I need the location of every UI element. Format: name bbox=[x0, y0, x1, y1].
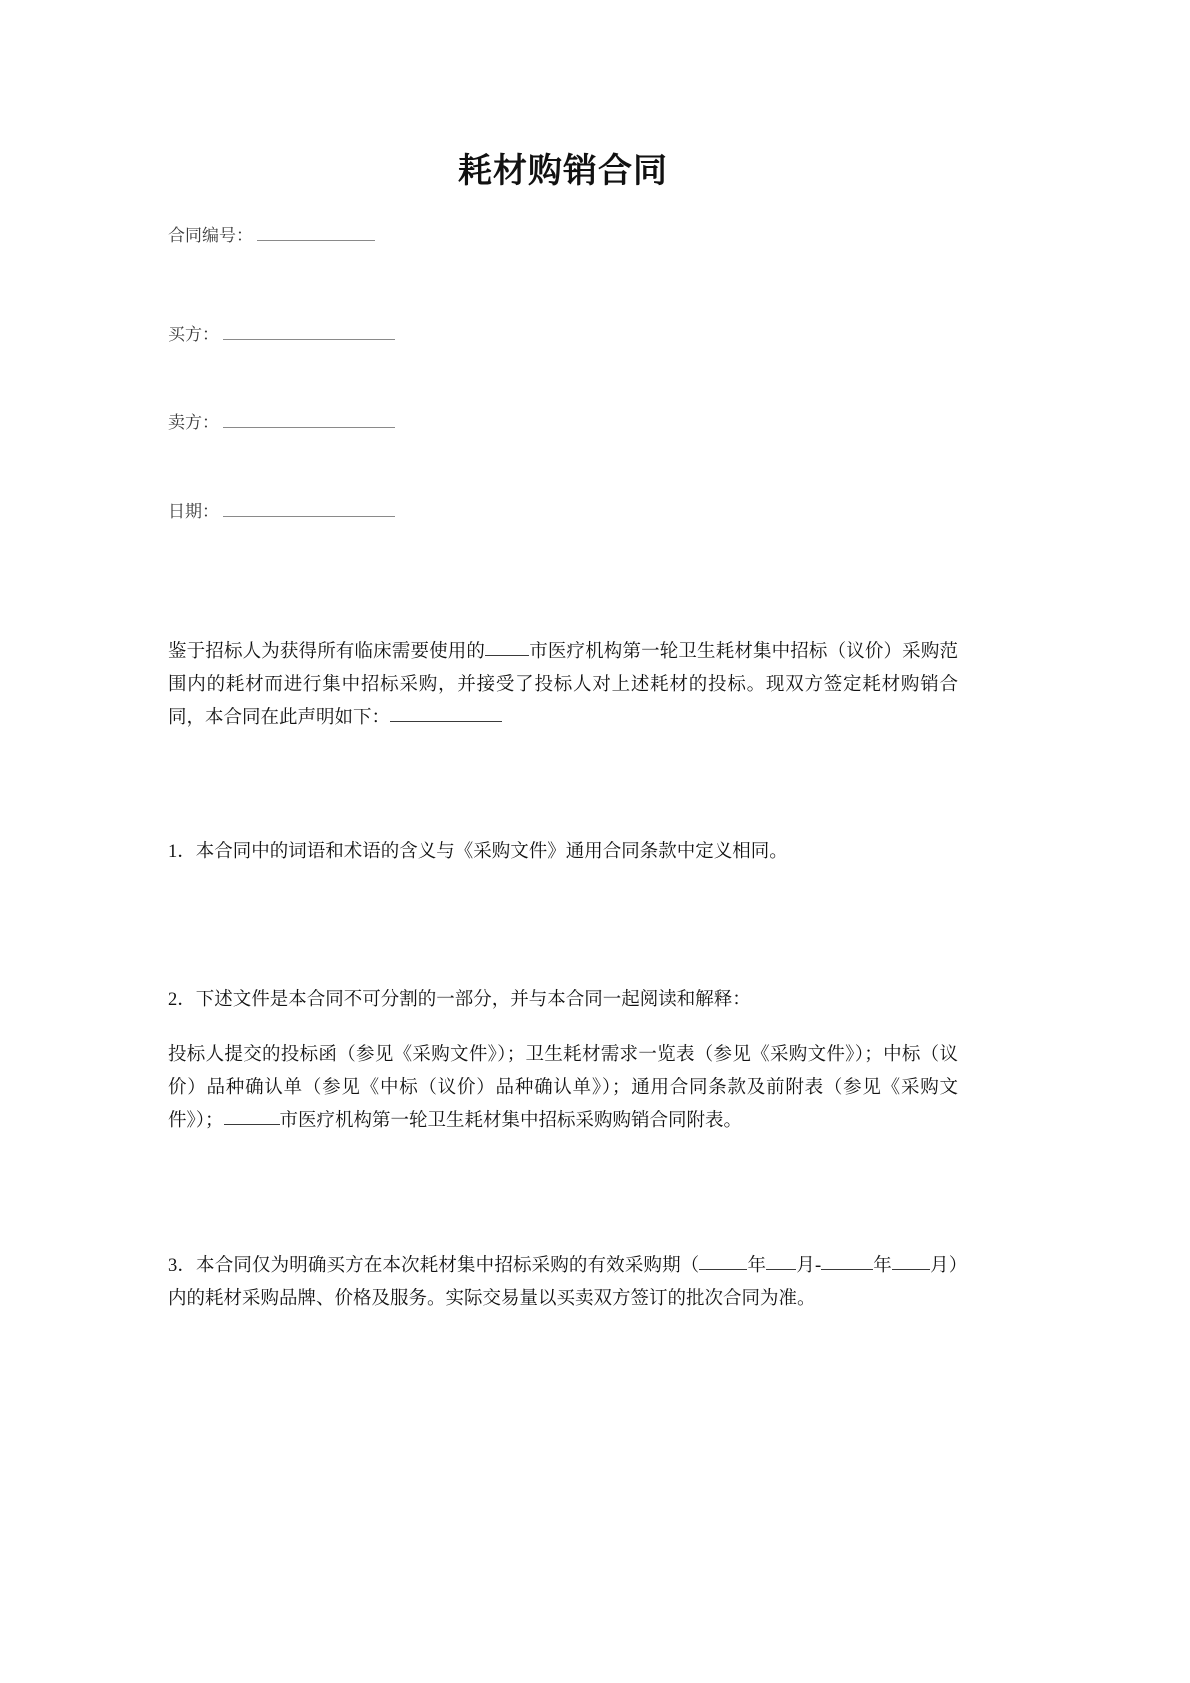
clause-1-number: 1． bbox=[168, 841, 196, 862]
clause-3-blank-start-month[interactable] bbox=[766, 1255, 796, 1270]
clause-3-blank-start-year[interactable] bbox=[699, 1255, 747, 1270]
preamble-blank-city[interactable] bbox=[485, 641, 529, 656]
field-input-date[interactable] bbox=[223, 499, 395, 517]
clause-3 bbox=[168, 1250, 958, 1316]
field-contract-number bbox=[168, 223, 958, 248]
clause-3-blank-end-year-cont[interactable] bbox=[892, 1255, 902, 1270]
clause-3-text-part-2: 年 bbox=[747, 1255, 767, 1276]
clause-1-text: 本合同中的词语和术语的含义与《采购文件》通用合同条款中定义相同。 bbox=[195, 841, 788, 862]
clause-3-number: 3． bbox=[168, 1255, 197, 1276]
clause-3-text-part-4: 年 bbox=[873, 1255, 892, 1276]
field-label-contract-number: 合同编号： bbox=[168, 225, 253, 245]
field-input-contract-number[interactable] bbox=[257, 223, 375, 241]
field-buyer bbox=[168, 322, 958, 347]
clause-2-number: 2． bbox=[168, 989, 196, 1010]
field-date bbox=[168, 499, 958, 524]
clause-3-blank-end-month[interactable] bbox=[902, 1255, 930, 1270]
document-content bbox=[168, 0, 958, 1334]
clause-3-blank-end-year[interactable] bbox=[821, 1255, 873, 1270]
clause-2-blank-city[interactable] bbox=[224, 1110, 280, 1125]
preamble-text-part-1: 鉴于招标人为获得所有临床需要使用的 bbox=[168, 641, 486, 662]
preamble-text-part-2: 市医疗机构第一轮卫生耗材集中招标（议价）采购范围内的耗材而进行集中招标采购，并接受了投标人对上述耗材的投标。现双方签定耗材购销合同，本合同在此声明如下： bbox=[168, 641, 958, 728]
clause-1 bbox=[168, 836, 958, 869]
field-label-buyer: 买方： bbox=[168, 324, 219, 344]
clause-3-text-part-5: 月）内的耗材采购品牌、价格及服务。实际交易量以买卖双方签订的批次合同为准。 bbox=[168, 1255, 958, 1309]
clause-3-text-part-3: 月- bbox=[796, 1255, 822, 1276]
page-title: 耗材购销合同 bbox=[458, 153, 668, 190]
clause-2-detail-part-1: 投标人提交的投标函（参见《采购文件》）；卫生耗材需求一览表（参见《采购文件》）；中标（议价）品种确认单（参见《中标（议价）品种确认单》）；通用合同条款及前附表（参见《采购文件》）； bbox=[168, 1044, 958, 1131]
field-input-buyer[interactable] bbox=[223, 322, 395, 340]
field-label-seller: 卖方： bbox=[168, 413, 219, 433]
preamble-paragraph bbox=[168, 636, 958, 735]
field-label-date: 日期： bbox=[168, 502, 219, 522]
clause-2-document-list bbox=[168, 1039, 958, 1138]
preamble-blank-declaration[interactable] bbox=[390, 707, 502, 722]
clause-3-text-part-1: 本合同仅为明确买方在本次耗材集中招标采购的有效采购期（ bbox=[196, 1255, 700, 1276]
clause-2-text: 下述文件是本合同不可分割的一部分，并与本合同一起阅读和解释： bbox=[195, 989, 751, 1010]
field-input-seller[interactable] bbox=[223, 410, 395, 428]
clause-2-detail-part-2: 市医疗机构第一轮卫生耗材集中招标采购购销合同附表。 bbox=[279, 1110, 743, 1131]
clause-2 bbox=[168, 984, 958, 1017]
field-seller bbox=[168, 410, 958, 435]
